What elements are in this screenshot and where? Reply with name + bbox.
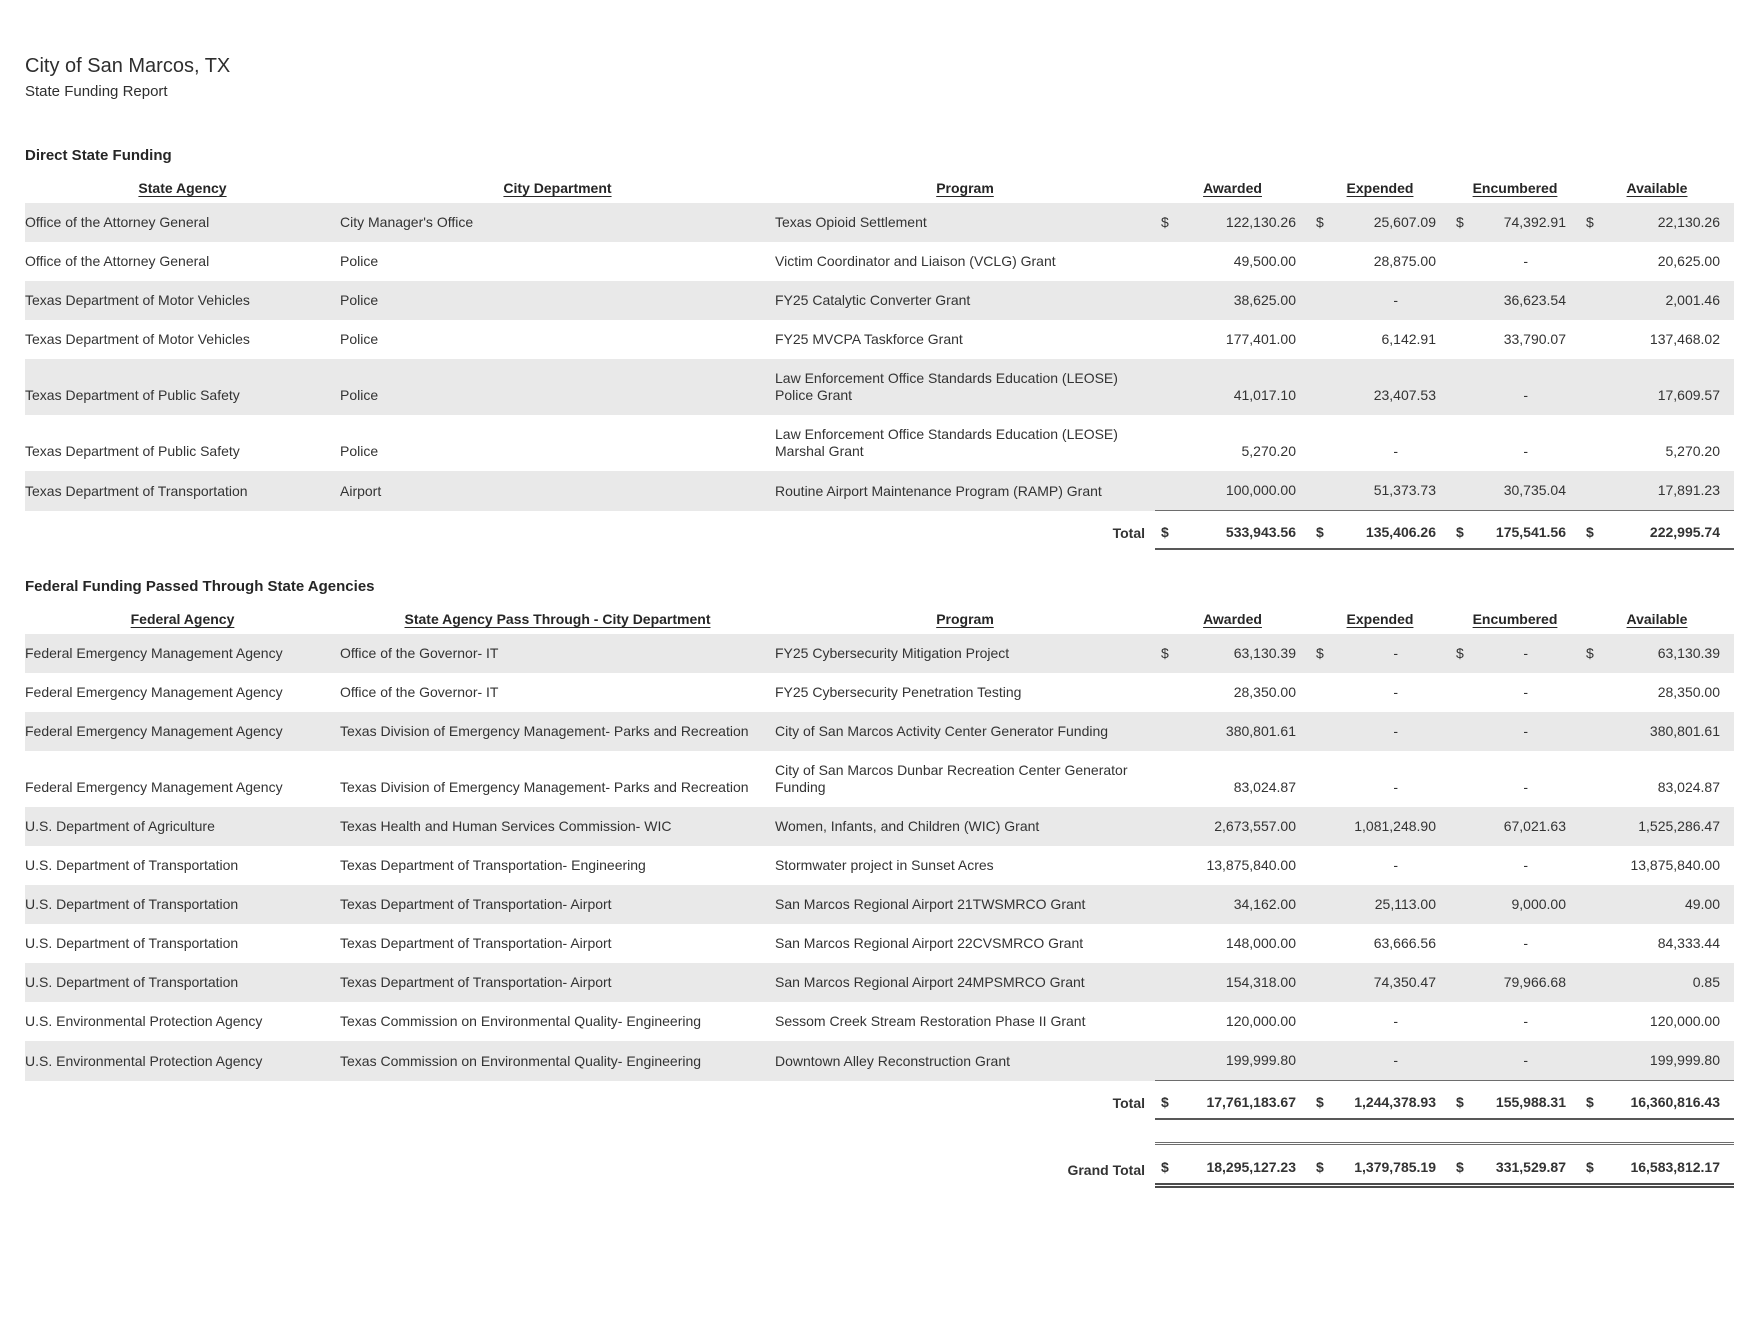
encumbered-value: -	[1523, 723, 1528, 739]
state-agency-cell: Texas Department of Motor Vehicles	[25, 331, 250, 347]
expended-value: -	[1393, 684, 1398, 700]
encumbered-value: -	[1523, 387, 1528, 403]
column-header-city-department: City Department	[503, 180, 612, 196]
table-row	[25, 751, 1734, 807]
divider-rule-row	[25, 1119, 1734, 1144]
available-value: 13,875,840.00	[1630, 857, 1720, 873]
pass-through-cell: Texas Health and Human Services Commission- WIC	[340, 807, 775, 846]
pass-through-cell: Texas Department of Transportation- Airport	[340, 963, 775, 1002]
encumbered-value: -	[1523, 779, 1528, 795]
dollar-sign: $	[1316, 214, 1324, 230]
federal-agency-cell: U.S. Environmental Protection Agency	[25, 1013, 263, 1029]
total-available-value: 222,995.74	[1649, 524, 1720, 540]
program-cell: Law Enforcement Office Standards Education (LEOSE) Police Grant	[775, 359, 1155, 415]
program-cell: FY25 Cybersecurity Penetration Testing	[775, 684, 1022, 700]
table-header-row	[25, 177, 1734, 203]
table-row	[25, 963, 1734, 1002]
expended-cell	[1310, 846, 1450, 885]
program-cell: Victim Coordinator and Liaison (VCLG) Grant	[775, 253, 1056, 269]
pass-through-cell: Texas Division of Emergency Management- Parks and Recreation	[340, 779, 749, 795]
encumbered-value: -	[1523, 935, 1528, 951]
expended-value: -	[1393, 443, 1398, 459]
column-header-awarded: Awarded	[1203, 611, 1262, 627]
encumbered-cell	[1450, 1041, 1580, 1081]
table-row	[25, 415, 1734, 471]
available-value: 17,609.57	[1657, 387, 1720, 403]
city-department-cell: Police	[340, 253, 379, 269]
encumbered-value: -	[1523, 857, 1528, 873]
program-cell: Texas Opioid Settlement	[775, 203, 1155, 242]
encumbered-cell	[1450, 320, 1580, 359]
encumbered-cell	[1450, 415, 1580, 471]
total-awarded-cell	[1155, 511, 1310, 550]
awarded-value: 100,000.00	[1225, 482, 1296, 498]
document-title: City of San Marcos, TX	[25, 55, 231, 77]
awarded-cell	[1155, 242, 1310, 281]
column-header-available: Available	[1626, 611, 1688, 627]
program-cell: FY25 Cybersecurity Mitigation Project	[775, 634, 1155, 673]
city-department-cell: City Manager's Office	[340, 203, 775, 242]
total-awarded-value: 533,943.56	[1225, 524, 1296, 540]
expended-value: -	[1393, 1052, 1398, 1068]
column-header-program: Program	[936, 180, 994, 196]
total-encumbered-value: 175,541.56	[1495, 524, 1566, 540]
encumbered-cell	[1450, 634, 1580, 673]
available-value: 5,270.20	[1665, 443, 1720, 459]
dollar-sign: $	[1161, 1094, 1169, 1110]
dollar-sign: $	[1161, 1159, 1169, 1175]
encumbered-cell	[1450, 673, 1580, 712]
available-value: 2,001.46	[1665, 292, 1720, 308]
state-agency-cell: Texas Department of Motor Vehicles	[25, 281, 340, 320]
column-header-awarded: Awarded	[1203, 180, 1262, 196]
grand-awarded-cell	[1155, 1144, 1310, 1186]
dollar-sign: $	[1456, 214, 1464, 230]
encumbered-cell	[1450, 359, 1580, 415]
dollar-sign: $	[1456, 524, 1464, 540]
table-row	[25, 281, 1734, 320]
encumbered-cell	[1450, 203, 1580, 242]
expended-cell	[1310, 1002, 1450, 1041]
program-cell: San Marcos Regional Airport 21TWSMRCO Grant	[775, 885, 1155, 924]
table-row	[25, 1002, 1734, 1041]
expended-cell	[1310, 1041, 1450, 1081]
section-title-federal-funding: Federal Funding Passed Through State Agencies	[25, 578, 375, 595]
awarded-cell	[1155, 924, 1310, 963]
awarded-value: 154,318.00	[1225, 974, 1296, 990]
expended-cell	[1310, 885, 1450, 924]
awarded-cell	[1155, 203, 1310, 242]
encumbered-cell	[1450, 963, 1580, 1002]
encumbered-value: -	[1523, 253, 1528, 269]
available-cell	[1580, 320, 1734, 359]
expended-value: -	[1393, 645, 1398, 661]
awarded-cell	[1155, 471, 1310, 511]
awarded-cell	[1155, 415, 1310, 471]
program-cell: FY25 MVCPA Taskforce Grant	[775, 331, 963, 347]
double-rule	[1155, 1119, 1734, 1144]
section-title-direct-state-funding: Direct State Funding	[25, 147, 172, 164]
table-row	[25, 203, 1734, 242]
grand-total-label: Grand Total	[1067, 1161, 1145, 1178]
encumbered-value: 33,790.07	[1503, 331, 1566, 347]
awarded-cell	[1155, 1002, 1310, 1041]
available-cell	[1580, 281, 1734, 320]
pass-through-cell: Texas Commission on Environmental Quality- Engineering	[340, 1013, 702, 1029]
city-department-cell: Police	[340, 331, 379, 347]
encumbered-cell	[1450, 1002, 1580, 1041]
expended-cell	[1310, 471, 1450, 511]
expended-cell	[1310, 963, 1450, 1002]
column-header-available: Available	[1626, 180, 1688, 196]
table-row	[25, 673, 1734, 712]
encumbered-value: 79,966.68	[1503, 974, 1566, 990]
available-cell	[1580, 751, 1734, 807]
encumbered-value: -	[1523, 443, 1528, 459]
awarded-value: 13,875,840.00	[1206, 857, 1296, 873]
encumbered-cell	[1450, 924, 1580, 963]
dollar-sign: $	[1316, 1094, 1324, 1110]
pass-through-cell: Texas Department of Transportation- Airport	[340, 885, 775, 924]
awarded-value: 5,270.20	[1241, 443, 1296, 459]
awarded-value: 41,017.10	[1233, 387, 1296, 403]
state-agency-cell: Texas Department of Public Safety	[25, 443, 240, 459]
expended-cell	[1310, 634, 1450, 673]
column-header-pass-through: State Agency Pass Through - City Department	[404, 611, 711, 627]
total-encumbered-cell	[1450, 511, 1580, 550]
expended-value: 1,081,248.90	[1354, 818, 1436, 834]
expended-cell	[1310, 712, 1450, 751]
total-expended-value: 135,406.26	[1365, 524, 1436, 540]
encumbered-cell	[1450, 242, 1580, 281]
awarded-cell	[1155, 673, 1310, 712]
awarded-value: 199,999.80	[1225, 1052, 1296, 1068]
available-value: 22,130.26	[1657, 214, 1720, 230]
awarded-value: 148,000.00	[1225, 935, 1296, 951]
table-row	[25, 807, 1734, 846]
expended-value: 25,607.09	[1373, 214, 1436, 230]
expended-value: 23,407.53	[1373, 387, 1436, 403]
total-available-cell	[1580, 1081, 1734, 1120]
total-available-value: 16,360,816.43	[1630, 1094, 1720, 1110]
expended-cell	[1310, 751, 1450, 807]
awarded-cell	[1155, 807, 1310, 846]
column-header-encumbered: Encumbered	[1472, 180, 1558, 196]
available-cell	[1580, 846, 1734, 885]
document-subtitle: State Funding Report	[25, 83, 168, 100]
awarded-value: 177,401.00	[1225, 331, 1296, 347]
available-value: 0.85	[1692, 974, 1720, 990]
table-header-row	[25, 608, 1734, 634]
dollar-sign: $	[1586, 1159, 1594, 1175]
grand-encumbered-value: 331,529.87	[1495, 1159, 1566, 1175]
encumbered-value: -	[1523, 1052, 1528, 1068]
expended-value: 51,373.73	[1373, 482, 1436, 498]
awarded-cell	[1155, 712, 1310, 751]
expended-cell	[1310, 359, 1450, 415]
total-label: Total	[1112, 1095, 1145, 1111]
encumbered-value: 30,735.04	[1503, 482, 1566, 498]
available-cell	[1580, 203, 1734, 242]
expended-value: -	[1393, 857, 1398, 873]
state-agency-cell: Texas Department of Public Safety	[25, 359, 340, 415]
dollar-sign: $	[1161, 524, 1169, 540]
federal-agency-cell: U.S. Environmental Protection Agency	[25, 1041, 340, 1081]
encumbered-value: -	[1523, 1013, 1528, 1029]
table-row	[25, 359, 1734, 415]
program-cell: Routine Airport Maintenance Program (RAMP) Grant	[775, 471, 1155, 511]
awarded-cell	[1155, 885, 1310, 924]
federal-agency-cell: U.S. Department of Transportation	[25, 935, 239, 951]
grand-awarded-value: 18,295,127.23	[1206, 1159, 1296, 1175]
city-department-cell: Airport	[340, 471, 775, 511]
federal-agency-cell: Federal Emergency Management Agency	[25, 712, 340, 751]
awarded-cell	[1155, 1041, 1310, 1081]
awarded-value: 2,673,557.00	[1214, 818, 1296, 834]
table-row	[25, 924, 1734, 963]
pass-through-cell: Texas Department of Transportation- Engineering	[340, 857, 646, 873]
expended-cell	[1310, 415, 1450, 471]
program-cell: City of San Marcos Dunbar Recreation Center Generator Funding	[775, 762, 1128, 795]
awarded-value: 122,130.26	[1225, 214, 1296, 230]
federal-agency-cell: Federal Emergency Management Agency	[25, 779, 283, 795]
encumbered-value: 36,623.54	[1503, 292, 1566, 308]
expended-cell	[1310, 807, 1450, 846]
expended-value: -	[1393, 292, 1398, 308]
available-cell	[1580, 242, 1734, 281]
total-awarded-cell	[1155, 1081, 1310, 1120]
expended-value: 63,666.56	[1373, 935, 1436, 951]
pass-through-cell: Office of the Governor- IT	[340, 684, 499, 700]
available-value: 120,000.00	[1649, 1013, 1720, 1029]
awarded-value: 34,162.00	[1233, 896, 1296, 912]
encumbered-value: 9,000.00	[1511, 896, 1566, 912]
program-cell: San Marcos Regional Airport 24MPSMRCO Grant	[775, 963, 1155, 1002]
total-expended-cell	[1310, 511, 1450, 550]
expended-value: -	[1393, 723, 1398, 739]
expended-value: 25,113.00	[1374, 896, 1436, 912]
available-value: 20,625.00	[1657, 253, 1720, 269]
federal-agency-cell: U.S. Department of Agriculture	[25, 807, 340, 846]
encumbered-cell	[1450, 712, 1580, 751]
available-cell	[1580, 634, 1734, 673]
dollar-sign: $	[1316, 1159, 1324, 1175]
available-cell	[1580, 807, 1734, 846]
table-row	[25, 320, 1734, 359]
available-cell	[1580, 712, 1734, 751]
total-available-cell	[1580, 511, 1734, 550]
awarded-value: 380,801.61	[1225, 723, 1296, 739]
table-row	[25, 242, 1734, 281]
city-department-cell: Police	[340, 443, 379, 459]
state-agency-cell: Texas Department of Transportation	[25, 471, 340, 511]
program-cell: Law Enforcement Office Standards Education (LEOSE) Marshal Grant	[775, 426, 1118, 459]
available-cell	[1580, 415, 1734, 471]
grand-encumbered-cell	[1450, 1144, 1580, 1186]
column-header-state-agency: State Agency	[138, 180, 227, 196]
city-department-cell: Police	[340, 359, 775, 415]
dollar-sign: $	[1456, 1094, 1464, 1110]
federal-agency-cell: U.S. Department of Transportation	[25, 885, 340, 924]
table-row	[25, 1041, 1734, 1081]
table-row	[25, 471, 1734, 511]
expended-cell	[1310, 320, 1450, 359]
grand-expended-value: 1,379,785.19	[1354, 1159, 1436, 1175]
federal-funding-table	[25, 608, 1734, 1188]
total-encumbered-cell	[1450, 1081, 1580, 1120]
dollar-sign: $	[1316, 524, 1324, 540]
column-header-expended: Expended	[1346, 611, 1414, 627]
table-row	[25, 846, 1734, 885]
awarded-cell	[1155, 846, 1310, 885]
available-cell	[1580, 924, 1734, 963]
awarded-value: 63,130.39	[1233, 645, 1296, 661]
awarded-value: 38,625.00	[1233, 292, 1296, 308]
direct-total-row	[25, 511, 1734, 550]
expended-value: 74,350.47	[1373, 974, 1436, 990]
awarded-cell	[1155, 359, 1310, 415]
available-cell	[1580, 471, 1734, 511]
available-cell	[1580, 673, 1734, 712]
awarded-cell	[1155, 963, 1310, 1002]
table-row	[25, 634, 1734, 673]
column-header-encumbered: Encumbered	[1472, 611, 1558, 627]
available-value: 17,891.23	[1657, 482, 1720, 498]
awarded-value: 83,024.87	[1233, 779, 1296, 795]
expended-cell	[1310, 673, 1450, 712]
federal-agency-cell: Federal Emergency Management Agency	[25, 634, 340, 673]
grand-available-cell	[1580, 1144, 1734, 1186]
program-cell: Women, Infants, and Children (WIC) Grant	[775, 807, 1155, 846]
expended-cell	[1310, 203, 1450, 242]
grand-total-row	[25, 1144, 1734, 1186]
pass-through-cell: Texas Division of Emergency Management- Parks and Recreation	[340, 712, 775, 751]
pass-through-cell: Texas Commission on Environmental Quality- Engineering	[340, 1041, 775, 1081]
dollar-sign: $	[1161, 214, 1169, 230]
total-encumbered-value: 155,988.31	[1495, 1094, 1566, 1110]
column-header-federal-agency: Federal Agency	[130, 611, 235, 627]
encumbered-cell	[1450, 751, 1580, 807]
column-header-expended: Expended	[1346, 180, 1414, 196]
dollar-sign: $	[1586, 645, 1594, 661]
program-cell: San Marcos Regional Airport 22CVSMRCO Grant	[775, 935, 1084, 951]
grand-available-value: 16,583,812.17	[1630, 1159, 1720, 1175]
expended-value: -	[1393, 1013, 1398, 1029]
awarded-cell	[1155, 281, 1310, 320]
available-cell	[1580, 359, 1734, 415]
available-value: 63,130.39	[1657, 645, 1720, 661]
encumbered-value: 67,021.63	[1503, 818, 1566, 834]
pass-through-cell: Office of the Governor- IT	[340, 634, 775, 673]
dollar-sign: $	[1586, 524, 1594, 540]
encumbered-value: 74,392.91	[1503, 214, 1566, 230]
encumbered-cell	[1450, 281, 1580, 320]
column-header-program: Program	[936, 611, 994, 627]
available-value: 380,801.61	[1649, 723, 1720, 739]
expended-value: -	[1393, 779, 1398, 795]
total-expended-cell	[1310, 1081, 1450, 1120]
program-cell: City of San Marcos Activity Center Generator Funding	[775, 712, 1155, 751]
dollar-sign: $	[1586, 1094, 1594, 1110]
available-value: 49.00	[1684, 896, 1720, 912]
state-agency-cell: Office of the Attorney General	[25, 253, 210, 269]
awarded-value: 120,000.00	[1225, 1013, 1296, 1029]
available-value: 28,350.00	[1657, 684, 1720, 700]
federal-total-row	[25, 1081, 1734, 1120]
dollar-sign: $	[1316, 645, 1324, 661]
dollar-sign: $	[1161, 645, 1169, 661]
encumbered-value: -	[1523, 645, 1528, 661]
encumbered-value: -	[1523, 684, 1528, 700]
encumbered-cell	[1450, 885, 1580, 924]
expended-value: 28,875.00	[1373, 253, 1436, 269]
awarded-cell	[1155, 634, 1310, 673]
grand-expended-cell	[1310, 1144, 1450, 1186]
federal-agency-cell: U.S. Department of Transportation	[25, 857, 239, 873]
table-row	[25, 712, 1734, 751]
table-row	[25, 885, 1734, 924]
available-value: 199,999.80	[1649, 1052, 1720, 1068]
federal-agency-cell: U.S. Department of Transportation	[25, 963, 340, 1002]
awarded-value: 28,350.00	[1233, 684, 1296, 700]
encumbered-cell	[1450, 471, 1580, 511]
available-value: 137,468.02	[1649, 331, 1720, 347]
program-cell: Stormwater project in Sunset Acres	[775, 857, 994, 873]
total-expended-value: 1,244,378.93	[1354, 1094, 1436, 1110]
total-awarded-value: 17,761,183.67	[1206, 1094, 1296, 1110]
available-cell	[1580, 1041, 1734, 1081]
dollar-sign: $	[1456, 1159, 1464, 1175]
direct-state-funding-table	[25, 177, 1734, 550]
expended-cell	[1310, 242, 1450, 281]
awarded-cell	[1155, 320, 1310, 359]
dollar-sign: $	[1586, 214, 1594, 230]
available-cell	[1580, 963, 1734, 1002]
awarded-value: 49,500.00	[1233, 253, 1296, 269]
total-label: Total	[1112, 525, 1145, 541]
city-department-cell: Police	[340, 281, 775, 320]
program-cell: FY25 Catalytic Converter Grant	[775, 281, 1155, 320]
expended-cell	[1310, 281, 1450, 320]
expended-value: 6,142.91	[1381, 331, 1436, 347]
encumbered-cell	[1450, 807, 1580, 846]
state-agency-cell: Office of the Attorney General	[25, 203, 340, 242]
program-cell: Sessom Creek Stream Restoration Phase II Grant	[775, 1013, 1086, 1029]
federal-agency-cell: Federal Emergency Management Agency	[25, 684, 283, 700]
available-cell	[1580, 1002, 1734, 1041]
available-value: 1,525,286.47	[1638, 818, 1720, 834]
encumbered-cell	[1450, 846, 1580, 885]
available-cell	[1580, 885, 1734, 924]
available-value: 84,333.44	[1657, 935, 1720, 951]
pass-through-cell: Texas Department of Transportation- Airport	[340, 935, 612, 951]
awarded-cell	[1155, 751, 1310, 807]
available-value: 83,024.87	[1657, 779, 1720, 795]
expended-cell	[1310, 924, 1450, 963]
dollar-sign: $	[1456, 645, 1464, 661]
program-cell: Downtown Alley Reconstruction Grant	[775, 1041, 1155, 1081]
